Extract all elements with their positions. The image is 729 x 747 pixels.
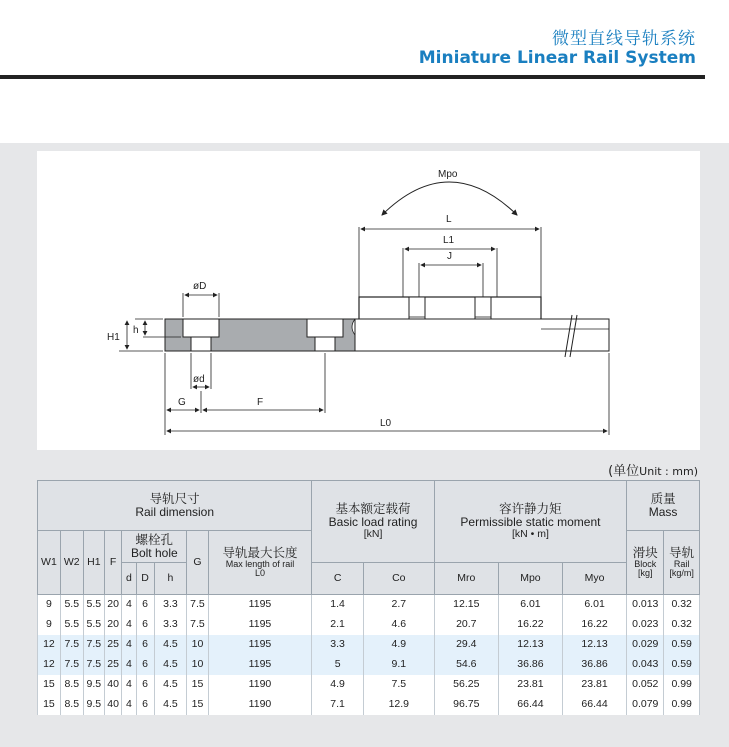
header-rail-dimension: 导轨尺寸 Rail dimension [38,481,312,531]
header-rule [0,75,705,79]
table-cell: 6 [136,695,154,715]
header-basic-load: 基本额定载荷 Basic load rating [kN] [312,481,434,563]
table-cell: 1190 [208,675,312,695]
table-cell: 25 [104,655,121,675]
table-cell: 4.9 [363,635,434,655]
header-bolt-hole: 螺栓孔 Bolt hole [122,531,187,563]
table-cell: 9.5 [83,695,104,715]
table-cell: 12.13 [498,635,562,655]
table-cell: 5.5 [83,615,104,635]
label-H1: H1 [107,332,120,343]
header-w1: W1 [38,531,61,595]
table-cell: 0.59 [664,655,700,675]
table-cell: 7.5 [83,655,104,675]
table-cell: 0.043 [627,655,664,675]
table-cell: 7.5 [60,635,83,655]
table-row [38,595,700,616]
table-cell: 15 [38,675,61,695]
table-cell: 6.01 [563,595,627,616]
spec-table-body [38,595,700,716]
table-cell: 40 [104,695,121,715]
table-cell: 9.1 [363,655,434,675]
table-cell: 12.9 [363,695,434,715]
table-cell: 2.1 [312,615,364,635]
label-phi-D: øD [193,281,207,292]
header-title-cn: 微型直线导轨系统 [552,29,696,49]
header-D: D [136,563,154,595]
header-w2: W2 [60,531,83,595]
table-row [38,615,700,635]
header-f: F [104,531,121,595]
table-cell: 1195 [208,615,312,635]
table-cell: 7.5 [60,655,83,675]
table-cell: 7.5 [187,595,208,616]
table-cell: 4 [122,595,136,616]
header-max-length: 导轨最大长度 Max length of rail L0 [208,531,312,595]
table-cell: 56.25 [434,675,498,695]
table-cell: 0.99 [664,695,700,715]
header-d: d [122,563,136,595]
technical-drawing [37,151,700,450]
table-cell: 0.052 [627,675,664,695]
table-cell: 3.3 [312,635,364,655]
header-h1: H1 [83,531,104,595]
table-cell: 12.13 [563,635,627,655]
label-h: h [133,325,139,336]
table-cell: 20 [104,595,121,616]
table-cell: 1190 [208,695,312,715]
table-cell: 5.5 [60,615,83,635]
table-cell: 4.9 [312,675,364,695]
table-cell: 9 [38,595,61,616]
table-row [38,655,700,675]
table-cell: 8.5 [60,675,83,695]
table-cell: 4 [122,675,136,695]
table-cell: 66.44 [563,695,627,715]
table-cell: 4 [122,655,136,675]
table-cell: 15 [187,695,208,715]
table-cell: 10 [187,635,208,655]
table-row [38,675,700,695]
table-cell: 6 [136,675,154,695]
header-mro: Mro [434,563,498,595]
table-cell: 40 [104,675,121,695]
table-cell: 7.5 [187,615,208,635]
table-cell: 12 [38,635,61,655]
label-j: J [447,251,452,262]
table-cell: 4.5 [154,675,187,695]
header-mass: 质量 Mass [627,481,700,531]
table-cell: 5 [312,655,364,675]
table-cell: 20 [104,615,121,635]
table-cell: 0.013 [627,595,664,616]
table-cell: 66.44 [498,695,562,715]
table-row [38,635,700,655]
table-cell: 15 [187,675,208,695]
header-mpo: Mpo [498,563,562,595]
table-cell: 4.5 [154,635,187,655]
table-cell: 0.59 [664,635,700,655]
table-cell: 20.7 [434,615,498,635]
table-cell: 29.4 [434,635,498,655]
table-cell: 4.6 [363,615,434,635]
table-cell: 3.3 [154,595,187,616]
table-cell: 0.32 [664,615,700,635]
spec-table [37,480,700,715]
label-l: L [446,214,452,225]
bolt-hole-left [183,319,219,337]
table-cell: 4.5 [154,655,187,675]
table-cell: 6 [136,595,154,616]
table-cell: 0.029 [627,635,664,655]
table-cell: 12.15 [434,595,498,616]
label-phi-d: ød [193,374,205,385]
table-cell: 1195 [208,655,312,675]
header-g: G [187,531,208,595]
table-cell: 96.75 [434,695,498,715]
table-cell: 36.86 [563,655,627,675]
table-cell: 4 [122,615,136,635]
table-cell: 1195 [208,595,312,616]
table-cell: 9.5 [83,675,104,695]
table-cell: 23.81 [563,675,627,695]
table-cell: 1195 [208,635,312,655]
table-cell: 23.81 [498,675,562,695]
table-cell: 7.1 [312,695,364,715]
table-cell: 6 [136,655,154,675]
table-cell: 12 [38,655,61,675]
table-cell: 3.3 [154,615,187,635]
table-cell: 7.5 [363,675,434,695]
table-cell: 4 [122,635,136,655]
table-cell: 6 [136,635,154,655]
table-cell: 6 [136,615,154,635]
label-g: G [178,397,186,408]
header-static-moment: 容许静力矩 Permissible static moment [kN • m] [434,481,626,563]
table-cell: 6.01 [498,595,562,616]
table-cell: 5.5 [83,595,104,616]
table-cell: 2.7 [363,595,434,616]
unit-note: (单位Unit : mm) [608,464,698,479]
table-cell: 0.023 [627,615,664,635]
table-cell: 7.5 [83,635,104,655]
header-myo: Myo [563,563,627,595]
label-mpo: Mpo [438,169,458,180]
table-cell: 1.4 [312,595,364,616]
table-cell: 8.5 [60,695,83,715]
table-cell: 10 [187,655,208,675]
label-f: F [257,397,264,408]
table-cell: 0.079 [627,695,664,715]
table-cell: 0.32 [664,595,700,616]
header-block-mass: 滑块 Block [kg] [627,531,664,595]
table-cell: 54.6 [434,655,498,675]
table-cell: 15 [38,695,61,715]
table-cell: 4 [122,695,136,715]
header-co: Co [363,563,434,595]
header-title-en: Miniature Linear Rail System [418,48,696,68]
header-c: C [312,563,364,595]
table-cell: 0.99 [664,675,700,695]
table-cell: 25 [104,635,121,655]
table-cell: 16.22 [498,615,562,635]
header-h: h [154,563,187,595]
table-cell: 9 [38,615,61,635]
label-l1: L1 [443,235,455,246]
bolt-hole-right [307,319,343,337]
table-cell: 5.5 [60,595,83,616]
table-row [38,695,700,715]
table-cell: 36.86 [498,655,562,675]
label-l0: L0 [380,418,392,429]
table-cell: 4.5 [154,695,187,715]
mpo-arc [382,182,517,215]
table-cell: 16.22 [563,615,627,635]
header-rail-mass: 导轨 Rail [kg/m] [664,531,700,595]
